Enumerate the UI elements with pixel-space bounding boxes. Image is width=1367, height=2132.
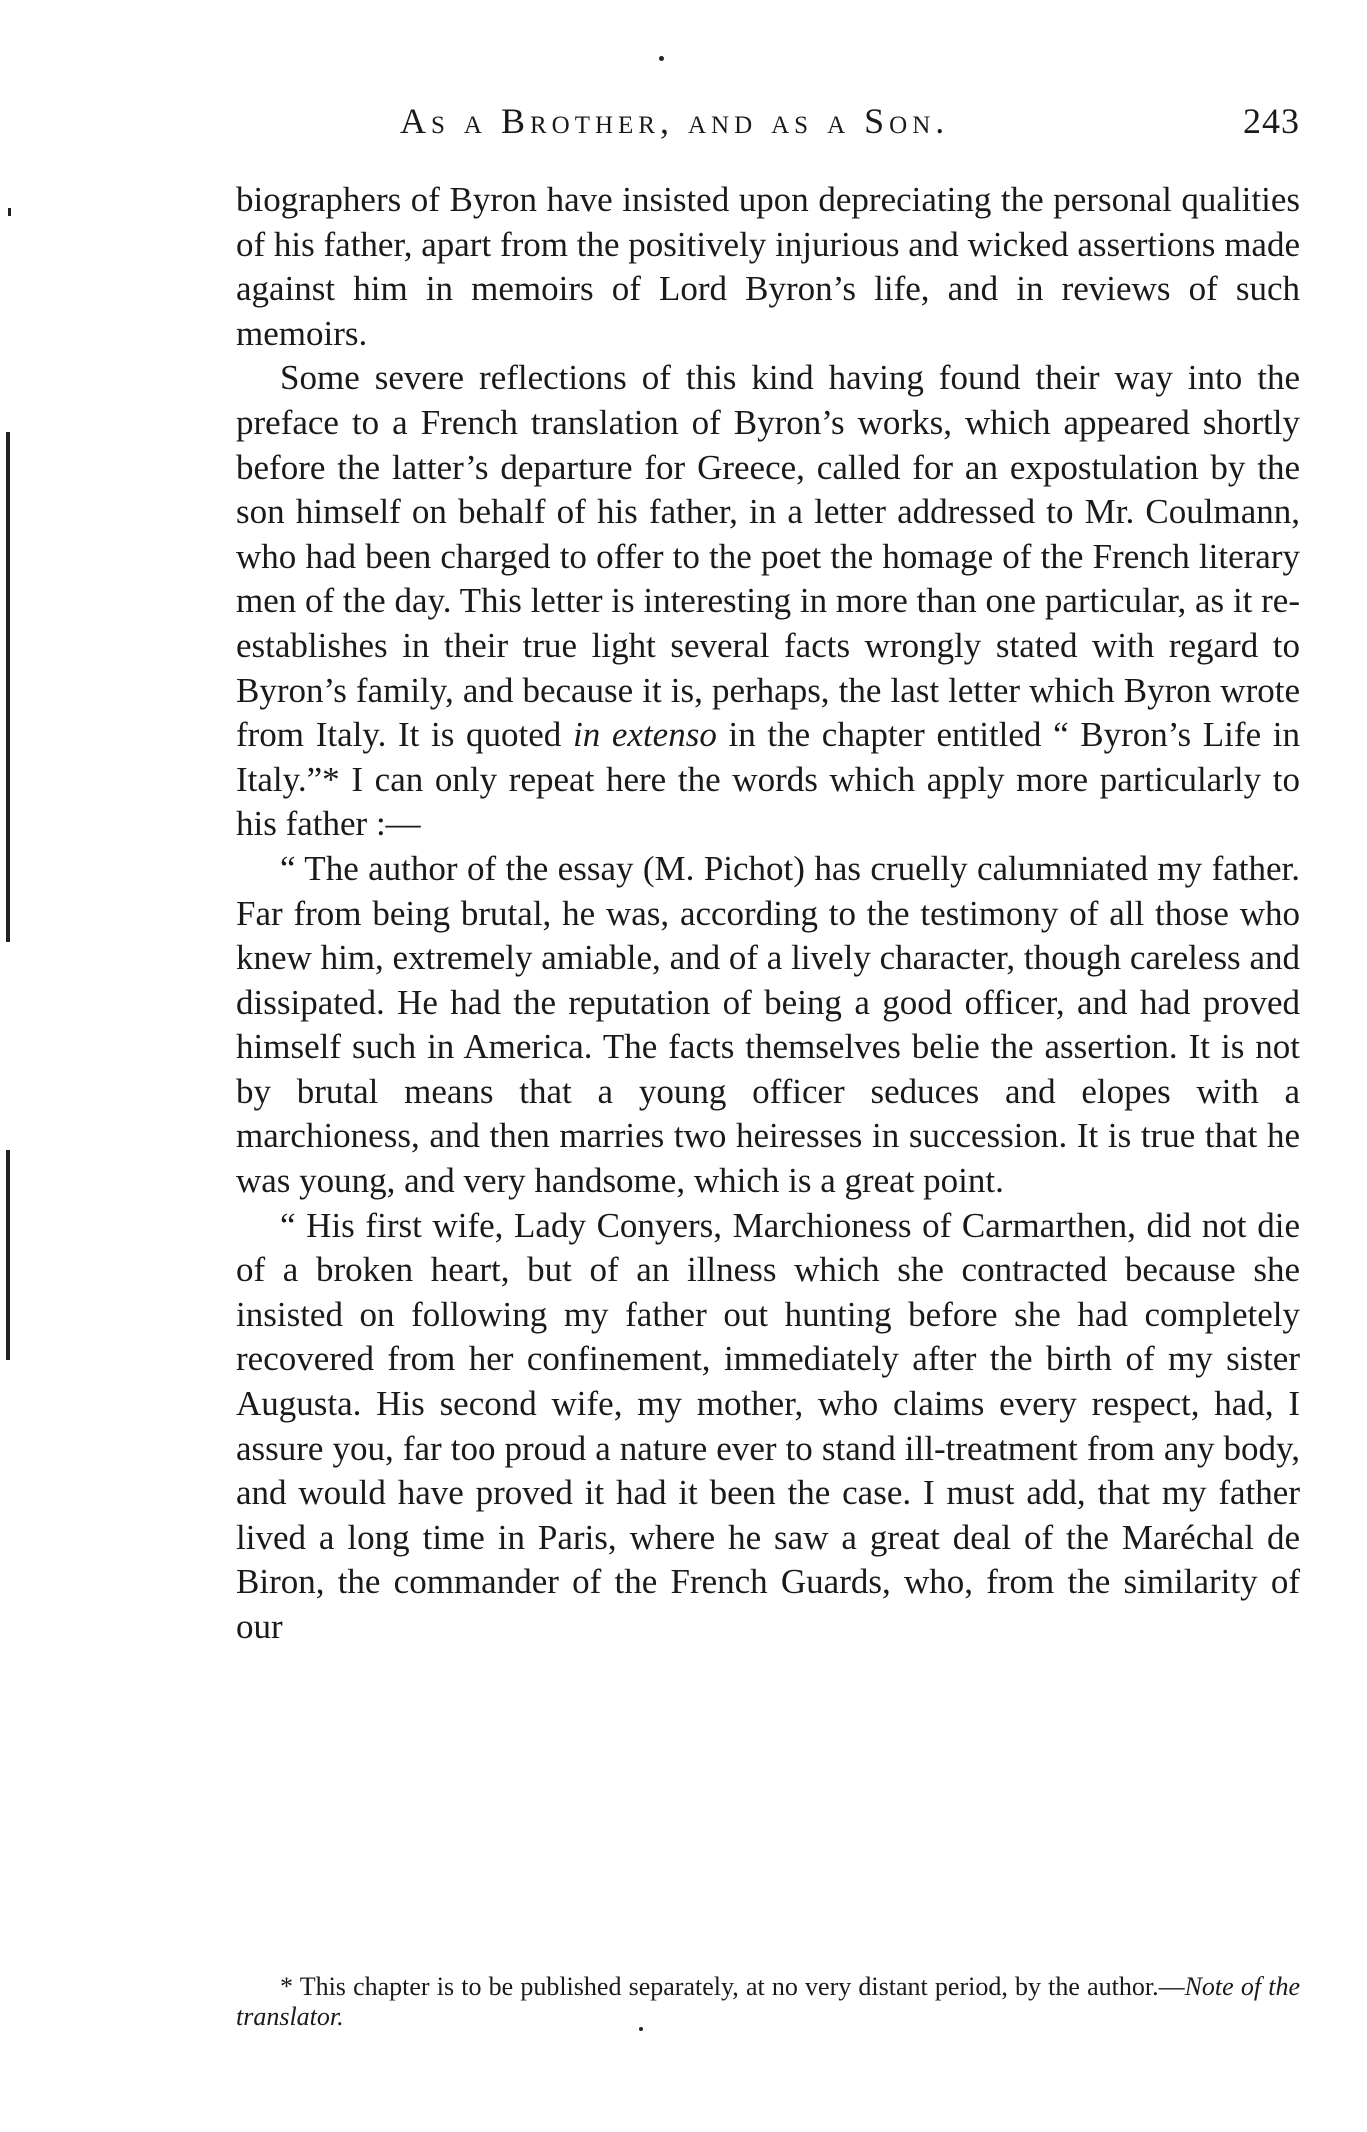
in-extenso-italic: in extenso: [572, 715, 717, 755]
paragraph-2-after: in the chapter entitled “ Byron’s Life in Italy.”* I can only repeat here the words which apply more particularly to his father :—: [236, 715, 1300, 844]
paragraph-3: “ The author of the essay (M. Pichot) has cruelly calumniated my father. Far from being brutal, he was, according to the testimony of all those who knew him, extremely amiable, and of a lively character, though careless and dissipated. He had the reputation of being a good officer, and had proved himself such in America. The facts themselves belie the assertion. It is not by brutal means that a young officer seduces and elopes with a marchioness, and then marries two heiresses in succession. It is true that he was young, and very handsome, which is a great point.: [236, 848, 1300, 1201]
margin-line-upper: [6, 432, 10, 942]
running-title: As a Brother, and as a Son.: [400, 101, 950, 141]
footnote: [236, 1972, 1300, 2032]
paragraph-2-text: Some severe reflections of this kind having found their way into the preface to a French translation of Byron’s works, which appeared shortly before the latter’s departure for Greece, called for an expostulation by the son himself on behalf of his father, in a letter addressed to Mr. Coulmann, who had been charged to offer to the poet the homage of the French literary men of the day. This letter is interesting in more than one particular, as it re-establishes in their true light several facts wrongly stated with regard to Byron’s family, and because it is, perhaps, the last letter which Byron wrote from Italy.: [236, 358, 1300, 755]
body-text: [236, 178, 1300, 1650]
paragraph-1: biographers of Byron have insisted upon depreciating the personal qualities of his father, apart from the positively injurious and wicked assertions made against him in memoirs of Lord Byron’s life, and in reviews of such memoirs.: [236, 180, 1300, 353]
paragraph-4: “ His first wife, Lady Conyers, Marchioness of Carmarthen, did not die of a broken heart, but of an illness which she contracted because she insisted on following my father out hunting before she had completely recovered from her confinement, immediately after the birth of my sister Augusta. His second wife, my mother, who claims every respect, had, I assure you, far too proud a nature ever to stand ill-treatment from any body, and would have proved it had it been the case. I must add, that my father lived a long time in Paris, where he saw a great deal of the Maréchal de Biron, the commander of the French Guards, who, from the similarity of our: [236, 1205, 1300, 1646]
bottom-dot: [639, 2027, 643, 2031]
footnote-text: * This chapter is to be published separately, at no very distant period, by the author.—: [280, 1972, 1185, 2001]
top-dot: [659, 56, 664, 61]
footnote-note: Note of the translator.: [236, 1972, 1300, 2031]
page-number: 243: [1243, 101, 1300, 141]
paragraph-2: [236, 356, 1300, 847]
running-header: [400, 100, 1300, 150]
margin-line-lower: [6, 1150, 10, 1360]
paragraph-2-before: It is quoted: [386, 715, 573, 755]
margin-mark-top: [8, 208, 11, 216]
